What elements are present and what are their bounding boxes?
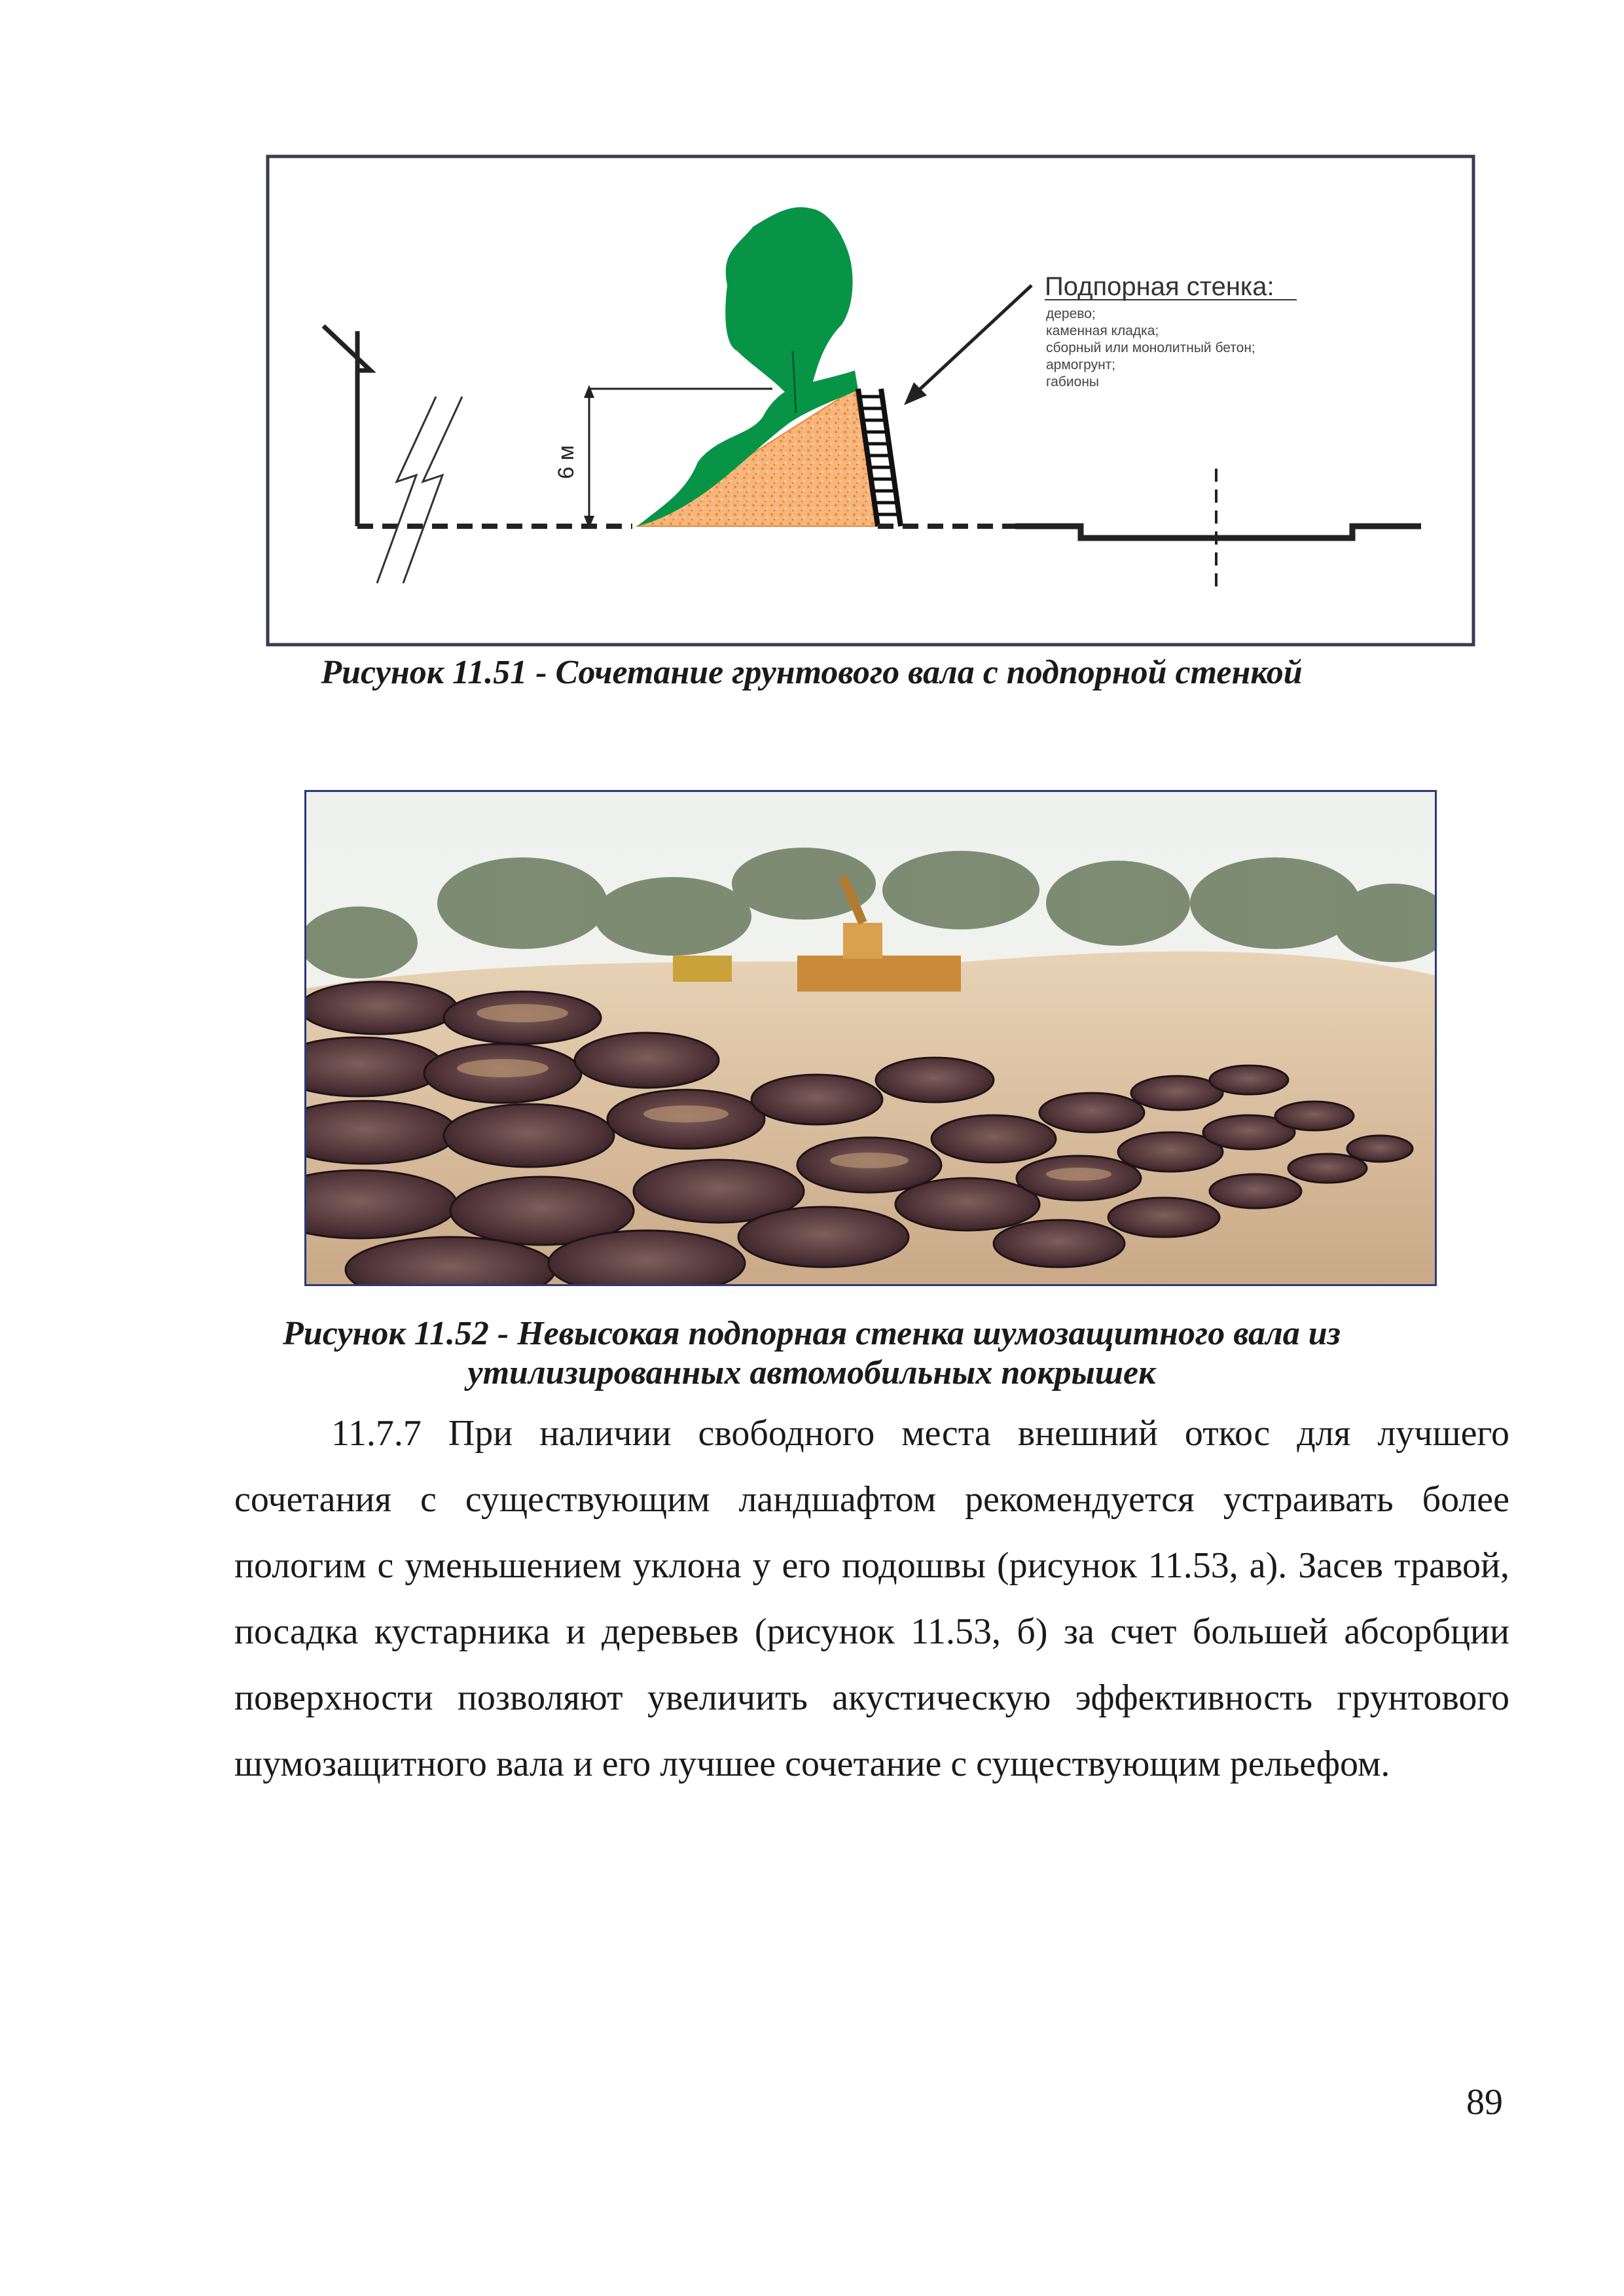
legend-item: дерево;	[1046, 306, 1096, 321]
paragraph-11-7-7: 11.7.7 При наличии свободного места внешний откос для лучшего сочетания с существующим ландшафтом рекомендуется устраивать более пологим с уменьшением уклона у его подошвы (рисунок 11.53, а). Засев травой, посадка кустарника и деревьев (рисунок 11.53, б) за счет большей абсорбции поверхности позволяют увеличить акустическую эффективность грунтового шумозащитного вала и его лучшее сочетание с существующим рельефом.	[234, 1413, 1509, 1784]
figure-11-51-diagram	[266, 154, 1475, 647]
legend-item: габионы	[1046, 374, 1100, 389]
legend-item: армогрунт;	[1046, 357, 1116, 372]
figure-11-51-caption: Рисунок 11.51 - Сочетание грунтового вала с подпорной стенкой	[321, 654, 1303, 691]
diagram-frame	[268, 156, 1473, 645]
legend-item: каменная кладка;	[1046, 323, 1159, 338]
figure-11-52-caption	[196, 1314, 1427, 1393]
figure-11-52-photo	[304, 790, 1437, 1286]
page-number: 89	[1466, 2082, 1503, 2123]
caption-line-1: Рисунок 11.52 - Невысокая подпорная стенка шумозащитного вала из	[283, 1315, 1341, 1352]
legend-title: Подпорная стенка:	[1045, 272, 1274, 301]
legend-item: сборный или монолитный бетон;	[1046, 340, 1255, 355]
caption-line-2: утилизированных автомобильных покрышек	[467, 1354, 1156, 1391]
height-label: 6 м	[554, 445, 579, 479]
